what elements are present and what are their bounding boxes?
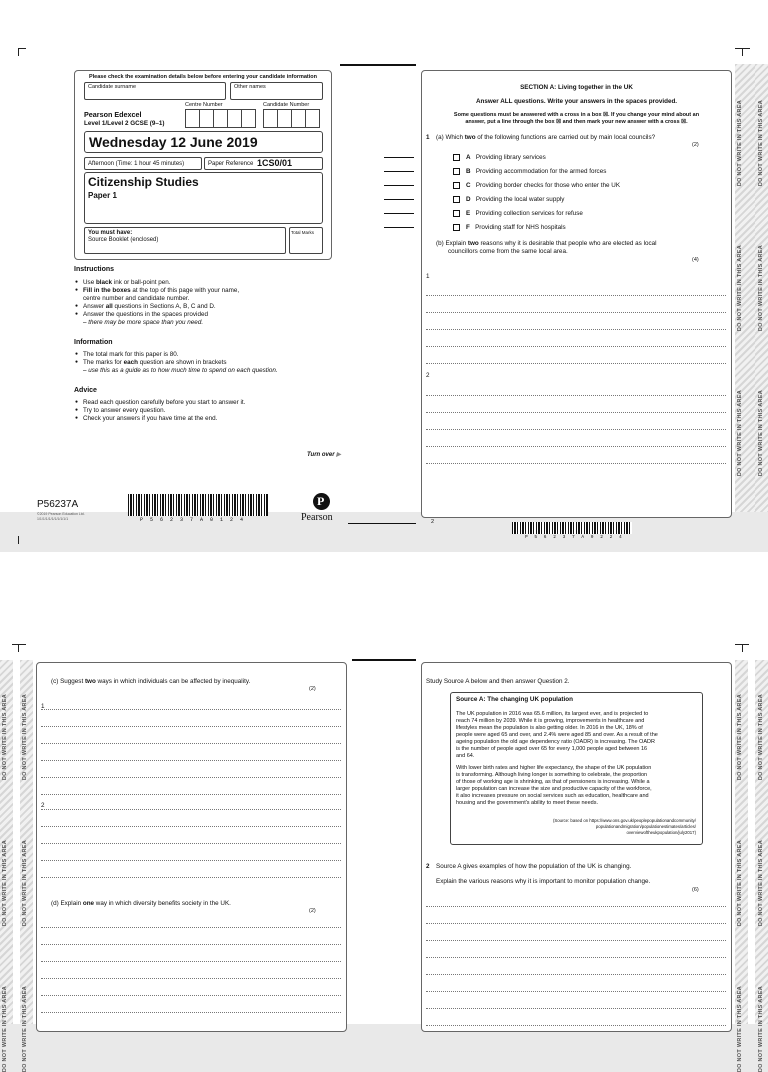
source-citation: overviewoftheukpopulation/july2017)	[626, 830, 696, 835]
margin-warning: DO NOT WRITE IN THIS AREA	[758, 840, 764, 927]
crop-mark	[742, 644, 743, 652]
subject-title: Citizenship Studies	[88, 175, 199, 189]
turn-over-label: Turn over ▶	[307, 452, 341, 458]
answer-number: 1	[41, 703, 45, 710]
answer-line[interactable]	[41, 1012, 341, 1013]
option-checkbox[interactable]	[453, 182, 460, 189]
margin-warning: DO NOT WRITE IN THIS AREA	[2, 840, 8, 927]
question-1b-cont: councillors come from the same local area.	[448, 248, 568, 255]
question-page-frame	[421, 70, 732, 518]
option-checkbox[interactable]	[453, 168, 460, 175]
margin-warning: DO NOT WRITE IN THIS AREA	[737, 100, 743, 187]
marks-label: (6)	[692, 887, 699, 893]
information-continuation: – use this as a guide as to how much time to spend on each question.	[83, 367, 278, 374]
page-number: 2	[431, 519, 435, 525]
exam-level: Level 1/Level 2 GCSE (9–1)	[84, 120, 165, 127]
answer-line[interactable]	[41, 743, 341, 744]
source-text-line: of those of working age is shrinking, as that of pensioners is increasing. While a	[456, 779, 650, 785]
margin-warning: DO NOT WRITE IN THIS AREA	[737, 245, 743, 332]
copyright-code: 1/1/1/1/1/1/1/1/1/1/1	[37, 517, 69, 521]
subject-box	[84, 172, 323, 224]
margin-warning: DO NOT WRITE IN THIS AREA	[758, 245, 764, 332]
margin-warning: DO NOT WRITE IN THIS AREA	[758, 390, 764, 477]
barcode	[128, 494, 268, 516]
marks-label: (2)	[309, 908, 316, 914]
instruction-continuation: – there may be more space than you need.	[83, 319, 204, 326]
question-1c: (c) Suggest two ways in which individuals can be affected by inequality.	[51, 678, 251, 685]
crop-mark	[742, 48, 743, 56]
study-note: Study Source A below and then answer Question 2.	[426, 678, 570, 685]
margin-warning: DO NOT WRITE IN THIS AREA	[758, 100, 764, 187]
source-text-line: lifestyles mean the population is also getting older. In 2016 in the UK, 18% of	[456, 725, 643, 731]
answer-line[interactable]	[426, 974, 726, 975]
tab-marker	[384, 171, 414, 172]
answer-line[interactable]	[426, 429, 726, 430]
total-marks-label: Total Marks	[291, 230, 315, 235]
margin-warning: DO NOT WRITE IN THIS AREA	[758, 694, 764, 781]
answer-line[interactable]	[41, 978, 341, 979]
answer-line[interactable]	[426, 940, 726, 941]
centre-number-box[interactable]	[185, 109, 200, 128]
option-c[interactable]: C Providing border checks for those who enter the UK	[453, 182, 620, 189]
other-names-field[interactable]	[230, 82, 323, 100]
source-text-line: The UK population in 2016 was 65.6 million, its largest ever, and is projected to	[456, 711, 649, 717]
option-a[interactable]: A Providing library services	[453, 154, 546, 161]
section-title: SECTION A: Living together in the UK	[520, 84, 633, 91]
source-text-line: larger population can increase the size and productive capacity of the workforce,	[456, 786, 652, 792]
paper-code: P56237A	[37, 499, 79, 510]
answer-line[interactable]	[41, 877, 341, 878]
source-text-line: With lower birth rates and higher life expectancy, the shape of the UK population	[456, 765, 652, 771]
question-2-instruction: Explain the various reasons why it is important to monitor population change.	[436, 878, 651, 885]
margin-warning: DO NOT WRITE IN THIS AREA	[737, 840, 743, 927]
candidate-number-box[interactable]	[277, 109, 292, 128]
must-have-label: You must have:	[88, 230, 133, 236]
barcode-text: P 5 6 2 3 7 A 0 1 2 4	[140, 517, 246, 523]
pearson-logo-icon: P	[313, 493, 330, 510]
tab-marker	[384, 185, 414, 186]
answer-all-instruction: Answer ALL questions. Write your answers in the spaces provided.	[475, 98, 678, 105]
option-checkbox[interactable]	[453, 210, 460, 217]
page-gap	[0, 552, 768, 632]
crop-mark	[12, 644, 26, 645]
answer-line[interactable]	[41, 843, 341, 844]
option-checkbox[interactable]	[453, 154, 460, 161]
option-f[interactable]: F Providing staff for NHS hospitals	[453, 224, 566, 231]
answer-line[interactable]	[426, 295, 726, 296]
question-page-frame	[36, 662, 347, 1032]
margin-warning: DO NOT WRITE IN THIS AREA	[737, 986, 743, 1072]
marks-label: (2)	[692, 142, 699, 148]
centre-number-label: Centre Number	[185, 102, 223, 108]
answer-line[interactable]	[426, 329, 726, 330]
answer-line[interactable]	[426, 363, 726, 364]
exam-date: Wednesday 12 June 2019	[89, 134, 258, 150]
must-have-item: Source Booklet (enclosed)	[88, 237, 159, 243]
advice-item: ● Read each question carefully before you start to answer it.	[83, 399, 245, 406]
tab-marker	[384, 199, 414, 200]
candidate-number-box[interactable]	[291, 109, 306, 128]
answer-line[interactable]	[426, 346, 726, 347]
answer-line[interactable]	[426, 957, 726, 958]
option-b[interactable]: B Providing accommodation for the armed forces	[453, 168, 606, 175]
source-text-line: is the number of people aged over 65 for every 1,000 people aged between 16	[456, 746, 648, 752]
question-number: 1	[426, 134, 430, 141]
instruction-item: ● Use black ink or ball-point pen.	[83, 279, 171, 286]
answer-number: 1	[426, 273, 430, 280]
source-text-line: is transforming. Although living longer is something to celebrate, the proportion	[456, 772, 648, 778]
question-number: 2	[426, 863, 430, 870]
answer-line[interactable]	[41, 944, 341, 945]
check-details-note: Please check the examination details below before entering your candidate information	[88, 74, 317, 80]
answer-line[interactable]	[41, 726, 341, 727]
tab-marker	[384, 213, 414, 214]
instructions-heading: Instructions	[74, 266, 115, 273]
option-d[interactable]: D Providing the local water supply	[453, 196, 564, 203]
answer-line[interactable]	[426, 463, 726, 464]
source-citation: (Source: based on https://www.ons.gov.uk/peoplepopulationandcommunity/	[553, 818, 696, 823]
centre-number-box[interactable]	[213, 109, 228, 128]
crop-mark	[18, 48, 26, 49]
source-text-line: housing and the government's ability to meet these needs.	[456, 800, 599, 806]
page-rule	[348, 523, 416, 524]
must-have-box	[84, 227, 286, 254]
answer-line[interactable]	[426, 446, 726, 447]
source-text-line: ageing population the old age dependency ratio (OADR) is increasing. The OADR	[456, 739, 655, 745]
question-2: Source A gives examples of how the population of the UK is changing.	[436, 863, 632, 870]
margin-warning: DO NOT WRITE IN THIS AREA	[758, 986, 764, 1072]
answer-line[interactable]	[41, 860, 341, 861]
answer-line[interactable]	[426, 312, 726, 313]
centre-number-box[interactable]	[227, 109, 242, 128]
marks-label: (2)	[309, 686, 316, 692]
information-heading: Information	[74, 339, 113, 346]
rubric-line: Some questions must be answered with a cross in a box ☒. If you change your mind about an	[453, 112, 700, 118]
margin-warning: DO NOT WRITE IN THIS AREA	[22, 840, 28, 927]
answer-line[interactable]	[426, 991, 726, 992]
instruction-continuation: centre number and candidate number.	[83, 295, 190, 302]
crop-mark	[18, 536, 19, 544]
exam-time-box	[84, 157, 202, 170]
advice-item: ● Try to answer every question.	[83, 407, 165, 414]
instruction-item: ● Answer the questions in the spaces provided	[83, 311, 208, 318]
answer-line[interactable]	[41, 760, 341, 761]
advice-heading: Advice	[74, 387, 97, 394]
rubric-line: answer, put a line through the box ☒ and then mark your new answer with a cross ☒.	[465, 119, 688, 125]
source-citation: populationandmigration/populationestimates/articles/	[595, 824, 696, 829]
source-text-line: people were aged 65 and over, and 2.4% were aged 85 and over. As a result of the	[456, 732, 658, 738]
page-rule	[340, 64, 416, 66]
option-checkbox[interactable]	[453, 196, 460, 203]
instruction-item: ● Answer all questions in Sections A, B, C and D.	[83, 303, 216, 310]
centre-number-box[interactable]	[241, 109, 256, 128]
margin-warning: DO NOT WRITE IN THIS AREA	[2, 986, 8, 1072]
paper-number: Paper 1	[88, 191, 117, 200]
barcode	[512, 522, 632, 534]
crop-mark	[18, 644, 19, 652]
margin-warning: DO NOT WRITE IN THIS AREA	[737, 694, 743, 781]
paper-reference: 1CS0/01	[257, 158, 293, 168]
marks-label: (4)	[692, 257, 699, 263]
answer-line[interactable]	[426, 906, 726, 907]
exam-board: Pearson Edexcel	[84, 110, 142, 119]
answer-line[interactable]	[41, 995, 341, 996]
question-1d: (d) Explain one way in which diversity benefits society in the UK.	[51, 900, 231, 907]
answer-line[interactable]	[41, 927, 341, 928]
candidate-surname-label: Candidate surname	[88, 84, 137, 90]
copyright-notice: ©2019 Pearson Education Ltd.	[37, 512, 85, 516]
candidate-number-box[interactable]	[305, 109, 320, 128]
paper-reference-label: Paper Reference	[208, 161, 254, 167]
exam-date-box	[84, 131, 323, 153]
crop-mark	[735, 48, 750, 49]
tab-marker	[384, 227, 414, 228]
answer-line[interactable]	[426, 1008, 726, 1009]
answer-line[interactable]	[41, 794, 341, 795]
margin-warning: DO NOT WRITE IN THIS AREA	[2, 694, 8, 781]
option-e[interactable]: E Providing collection services for refuse	[453, 210, 583, 217]
margin-warning: DO NOT WRITE IN THIS AREA	[737, 390, 743, 477]
paper-reference-box	[204, 157, 323, 170]
margin-warning: DO NOT WRITE IN THIS AREA	[22, 694, 28, 781]
answer-line[interactable]	[41, 777, 341, 778]
barcode-text: P 5 6 2 3 7 A 0 2 2 4	[525, 535, 624, 540]
total-marks-box	[289, 227, 323, 254]
question-page-frame	[421, 662, 732, 1032]
answer-line[interactable]	[41, 826, 341, 827]
answer-line[interactable]	[41, 809, 341, 810]
answer-line[interactable]	[41, 961, 341, 962]
page-rule	[352, 659, 416, 661]
publisher-name: Pearson	[301, 512, 333, 523]
candidate-surname-field[interactable]	[84, 82, 226, 100]
answer-number: 2	[41, 802, 45, 809]
source-text-line: reach 74 million by 2039. While it is growing, improvements in healthcare and	[456, 718, 645, 724]
other-names-label: Other names	[234, 84, 266, 90]
answer-line[interactable]	[426, 923, 726, 924]
source-box	[450, 692, 703, 845]
candidate-number-box[interactable]	[263, 109, 278, 128]
source-text-line: and 64.	[456, 753, 475, 759]
instruction-item: ● Fill in the boxes at the top of this page with your name,	[83, 287, 239, 294]
information-item: ● The total mark for this paper is 80.	[83, 351, 179, 358]
exam-spread-bottom	[0, 632, 768, 1072]
answer-line[interactable]	[426, 395, 726, 396]
answer-line[interactable]	[41, 709, 341, 710]
option-checkbox[interactable]	[453, 224, 460, 231]
question-1b: (b) Explain two reasons why it is desirable that people who are elected as local	[436, 240, 657, 247]
candidate-number-label: Candidate Number	[263, 102, 310, 108]
answer-line[interactable]	[426, 412, 726, 413]
question-1a: (a) Which two of the following functions are carried out by main local councils?	[436, 134, 656, 141]
candidate-info-box	[74, 70, 332, 260]
exam-time: Afternoon (Time: 1 hour 45 minutes)	[88, 161, 185, 167]
source-text-line: it also increases pressure on social services such as education, healthcare and	[456, 793, 649, 799]
crop-mark	[18, 48, 19, 56]
tab-marker	[384, 157, 414, 158]
source-title: Source A: The changing UK population	[456, 696, 573, 703]
answer-line[interactable]	[426, 1025, 726, 1026]
information-item: ● The marks for each question are shown in brackets	[83, 359, 227, 366]
advice-item: ● Check your answers if you have time at the end.	[83, 415, 217, 422]
margin-warning: DO NOT WRITE IN THIS AREA	[22, 986, 28, 1072]
answer-number: 2	[426, 372, 430, 379]
centre-number-box[interactable]	[199, 109, 214, 128]
